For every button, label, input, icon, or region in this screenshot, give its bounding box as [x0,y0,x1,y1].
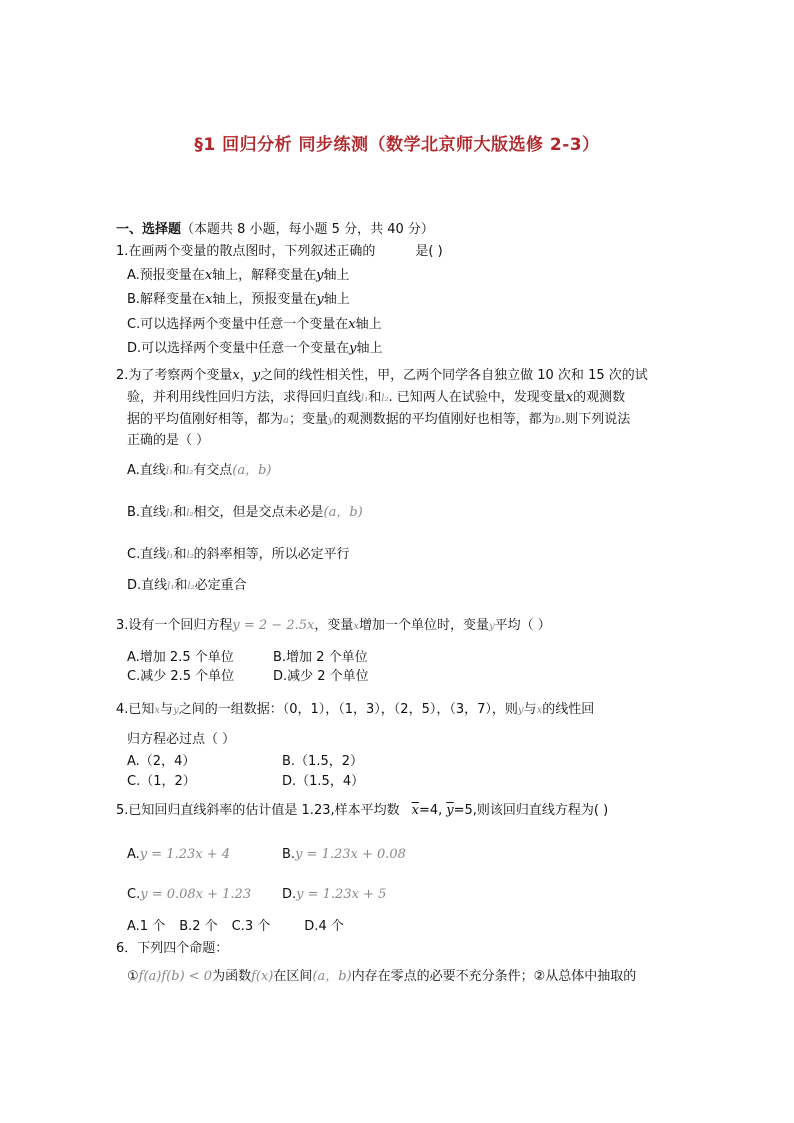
q5-option-a: A.y = 1.23x + 4 [127,847,231,862]
q2-option-d: D.直线l₁和l₂必定重合 [127,578,247,593]
question-4-stem: 4.已知x与y之间的一组数据：（0，1），（1，3），（2，5），（3，7），则y与x的线性回 [116,702,595,717]
section-heading-text: 一、选择题 [116,222,182,237]
q1-option-b: B.解释变量在x轴上，预报变量在y轴上 [127,292,350,307]
section-note: （本题共 8 小题，每小题 5 分，共 40 分） [181,222,434,237]
x-bar: $\overline{x}$ [411,803,419,818]
section-heading [116,221,434,239]
q1-stem-tail: 是( ) [415,244,443,259]
q2-option-a: A.直线l₁和l₂有交点(a，b) [127,463,272,478]
question-2-line-1: 2.为了考察两个变量x，y之间的线性相关性，甲，乙两个同学各自独立做 10 次和 15 次的试 [116,368,648,383]
question-2-line-3: 据的平均值刚好相等，都为a；变量y的观测数据的平均值刚好也相等，都为b.则下列说法 [127,412,631,427]
question-1-stem [116,243,443,261]
q1-option-c: C.可以选择两个变量中任意一个变量在x轴上 [127,317,382,332]
y-bar: $\overline{y}$ [446,803,454,818]
page-title: §1 回归分析 同步练测（数学北京师大版选修 2-3） [194,135,600,155]
question-6-line-1: ①f(a)f(b) < 0为函数f(x)在区间(a，b)内存在零点的必要不充分条件；②从总体中抽取的 [127,969,637,984]
q3-option-c: C.减少 2.5 个单位 [127,669,235,684]
question-4-line-2: 归方程必过点（ ） [127,732,236,747]
question-2-line-4: 正确的是（ ） [127,433,210,448]
q1-option-d: D.可以选择两个变量中任意一个变量在y轴上 [127,341,383,356]
q4-option-a: A.（2，4） [127,754,196,769]
q3-option-b: B.增加 2 个单位 [273,650,368,665]
question-3-stem: 3.设有一个回归方程y = 2 − 2.5x，变量x增加一个单位时，变量y平均（ ） [116,618,551,633]
q3-option-d: D.减少 2 个单位 [273,669,369,684]
q5-option-c: C.y = 0.08x + 1.23 [127,887,252,902]
q5-option-b: B.y = 1.23x + 0.08 [282,847,406,862]
answer-count-options: A.1 个 B.2 个 C.3 个 D.4 个 [127,919,344,934]
q3-option-a: A.增加 2.5 个单位 [127,650,234,665]
question-6-stem: 6．下列四个命题： [116,941,229,956]
q1-option-a: A.预报变量在x轴上，解释变量在y轴上 [127,268,350,283]
question-5-stem: 5.已知回归直线斜率的估计值是 1.23,样本平均数 $\overline{x}=4$, $\overline{y}=5$,则该回归直线方程为( ) [116,803,609,818]
q5-option-d: D.y = 1.23x + 5 [282,887,387,902]
q2-option-b: B.直线l₁和l₂相交，但是交点未必是(a，b) [127,505,363,520]
question-2-line-2: 验，并利用线性回归方法，求得回归直线l₁和l₂. 已知两人在试验中，发现变量x的观测数 [127,390,626,405]
q4-option-d: D.（1.5，4） [282,774,365,789]
q4-option-c: C.（1，2） [127,774,196,789]
q4-option-b: B.（1.5，2） [282,754,363,769]
q1-stem-text: 1.在画两个变量的散点图时，下列叙述正确的 [116,244,376,259]
q2-option-c: C.直线l₁和l₂的斜率相等，所以必定平行 [127,547,350,562]
